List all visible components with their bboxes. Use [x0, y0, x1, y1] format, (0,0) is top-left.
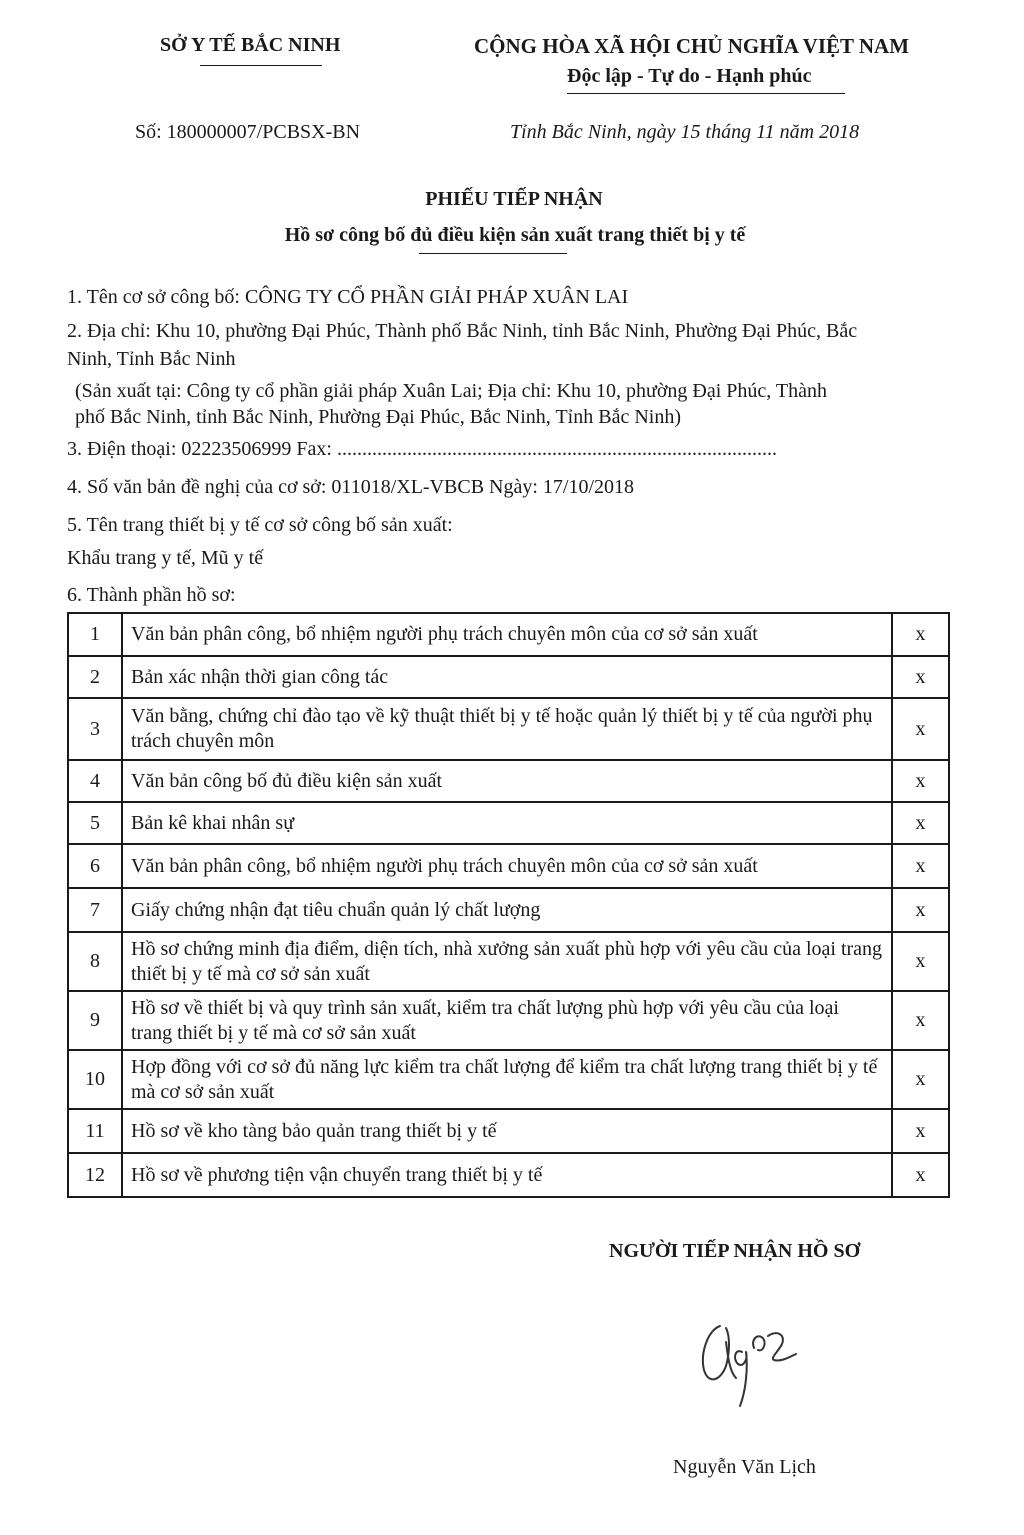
item-mark: x: [892, 1153, 949, 1197]
item-number: 7: [68, 888, 122, 932]
receiver-title: NGƯỜI TIẾP NHẬN HỒ SƠ: [609, 1240, 861, 1262]
item-mark: x: [892, 698, 949, 760]
item-mark: x: [892, 888, 949, 932]
documents-table: [67, 612, 950, 1198]
field-production-line1: (Sản xuất tại: Công ty cổ phần giải pháp Xuân Lai; Địa chỉ: Khu 10, phường Đại Phúc, Thành: [75, 380, 828, 402]
item-number: 3: [68, 698, 122, 760]
agency-underline: [200, 65, 322, 66]
item-number: 5: [68, 802, 122, 844]
item-mark: x: [892, 991, 949, 1050]
item-number: 4: [68, 760, 122, 802]
field-phone-fax: 3. Điện thoại: 02223506999 Fax: ........................................................................................: [67, 438, 777, 460]
doc-title: PHIẾU TIẾP NHẬN: [425, 188, 603, 210]
field-device-value: Khẩu trang y tế, Mũ y tế: [67, 547, 264, 569]
item-mark: x: [892, 613, 949, 656]
item-text: Hồ sơ chứng minh địa điểm, diện tích, nhà xưởng sản xuất phù hợp với yêu cầu của loại trang thiết bị y tế mà cơ sở sản xuất: [122, 932, 892, 991]
table-row: [68, 932, 949, 991]
table-row: [68, 613, 949, 656]
agency-name: SỞ Y TẾ BẮC NINH: [160, 34, 341, 56]
item-text: Văn bản công bố đủ điều kiện sản xuất: [122, 760, 892, 802]
item-text: Hợp đồng với cơ sở đủ năng lực kiểm tra chất lượng để kiểm tra chất lượng trang thiết bị y tế mà cơ sở sản xuất: [122, 1050, 892, 1109]
item-mark: x: [892, 1109, 949, 1153]
table-row: [68, 1153, 949, 1197]
item-number: 2: [68, 656, 122, 698]
item-number: 9: [68, 991, 122, 1050]
item-number: 8: [68, 932, 122, 991]
field-facility-name: 1. Tên cơ sở công bố: CÔNG TY CỔ PHẦN GIẢI PHÁP XUÂN LAI: [67, 286, 629, 308]
item-text: Hồ sơ về phương tiện vận chuyển trang thiết bị y tế: [122, 1153, 892, 1197]
item-number: 6: [68, 844, 122, 888]
table-row: [68, 802, 949, 844]
field-request-number: 4. Số văn bản đề nghị của cơ sở: 011018/XL-VBCB Ngày: 17/10/2018: [67, 476, 635, 498]
table-row: [68, 1109, 949, 1153]
subtitle-underline: [419, 253, 567, 254]
doc-subtitle: Hồ sơ công bố đủ điều kiện sản xuất trang thiết bị y tế: [284, 224, 746, 246]
item-text: Giấy chứng nhận đạt tiêu chuẩn quản lý chất lượng: [122, 888, 892, 932]
field-device-label: 5. Tên trang thiết bị y tế cơ sở công bố sản xuất:: [67, 514, 453, 536]
item-mark: x: [892, 656, 949, 698]
item-number: 12: [68, 1153, 122, 1197]
item-number: 11: [68, 1109, 122, 1153]
item-text: Bản xác nhận thời gian công tác: [122, 656, 892, 698]
item-mark: x: [892, 802, 949, 844]
table-row: [68, 1050, 949, 1109]
table-row: [68, 991, 949, 1050]
item-number: 1: [68, 613, 122, 656]
item-number: 10: [68, 1050, 122, 1109]
table-row: [68, 656, 949, 698]
field-address-line1: 2. Địa chỉ: Khu 10, phường Đại Phúc, Thành phố Bắc Ninh, tỉnh Bắc Ninh, Phường Đại Phúc, Bắc: [67, 320, 858, 342]
item-text: Văn bằng, chứng chỉ đào tạo về kỹ thuật thiết bị y tế hoặc quản lý thiết bị y tế của người phụ trách chuyên môn: [122, 698, 892, 760]
item-mark: x: [892, 932, 949, 991]
table-row: [68, 888, 949, 932]
table-row: [68, 760, 949, 802]
item-mark: x: [892, 1050, 949, 1109]
item-text: Hồ sơ về thiết bị và quy trình sản xuất, kiểm tra chất lượng phù hợp với yêu cầu của loại trang thiết bị y tế mà cơ sở sản xuất: [122, 991, 892, 1050]
place-date: Tỉnh Bắc Ninh, ngày 15 tháng 11 năm 2018: [510, 121, 860, 143]
item-text: Văn bản phân công, bổ nhiệm người phụ trách chuyên môn của cơ sở sản xuất: [122, 844, 892, 888]
nation-motto: Độc lập - Tự do - Hạnh phúc: [567, 65, 812, 87]
field-documents-label: 6. Thành phần hồ sơ:: [67, 584, 236, 606]
doc-number: Số: 180000007/PCBSX-BN: [135, 121, 361, 143]
field-production-line2: phố Bắc Ninh, tỉnh Bắc Ninh, Phường Đại Phúc, Bắc Ninh, Tỉnh Bắc Ninh): [75, 406, 681, 428]
receiver-name: Nguyễn Văn Lịch: [673, 1456, 816, 1478]
item-text: Hồ sơ về kho tàng bảo quản trang thiết bị y tế: [122, 1109, 892, 1153]
item-mark: x: [892, 760, 949, 802]
motto-underline: [567, 93, 845, 94]
signature-icon: [690, 1308, 820, 1418]
item-text: Văn bản phân công, bổ nhiệm người phụ trách chuyên môn của cơ sở sản xuất: [122, 613, 892, 656]
table-row: [68, 698, 949, 760]
item-text: Bản kê khai nhân sự: [122, 802, 892, 844]
field-address-line2: Ninh, Tỉnh Bắc Ninh: [67, 348, 236, 370]
nation-name: CỘNG HÒA XÃ HỘI CHỦ NGHĨA VIỆT NAM: [474, 34, 910, 58]
item-mark: x: [892, 844, 949, 888]
table-row: [68, 844, 949, 888]
